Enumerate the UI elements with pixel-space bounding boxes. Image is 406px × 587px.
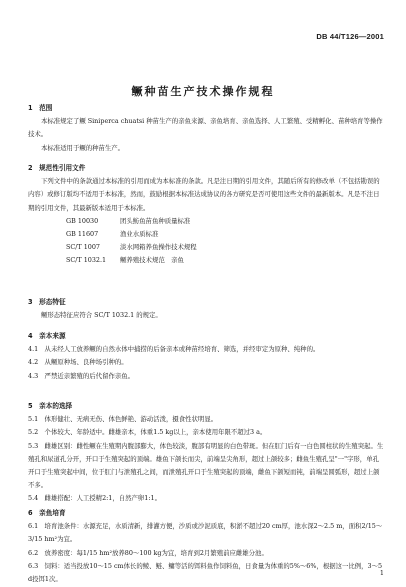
reference-code: SC/T 1032.1 — [66, 256, 107, 265]
reference-code: SC/T 1007 — [66, 243, 100, 252]
reference-name: 渔业水质标准 — [120, 230, 159, 239]
section-heading: 2 规范性引用文件 — [28, 164, 86, 172]
reference-code: GB 10030 — [66, 216, 99, 225]
section-heading: 1 范围 — [28, 104, 53, 112]
clause: 6.3 饲料：适当投放10～15 cm体长的鲮、鲢、鳙等活的饵料鱼作饲料鱼，日食量为体重的5%～6%，根据这一比例，3～5 d投饵1次。 — [28, 561, 383, 584]
reference-list — [66, 215, 384, 268]
section-heading: 5 亲本的选择 — [28, 402, 73, 410]
reference-code: GB 11607 — [66, 230, 99, 239]
reference-name: 团头鲂鱼苗鱼种质量标准 — [120, 216, 191, 225]
clause: 6.1 培育池条件：水源充足，水质清新，排灌方便，沙质或沙泥质底，积淤不超过20 cm厚，池水深2～2.5 m，面积2/15～3/15 hm²为宜。 — [28, 522, 383, 544]
clause: 5.2 个体较大、年龄适中。雌雄亲本，体重1.5 kg以上，亲本使用年限不超过3 a。 — [28, 428, 267, 437]
reference-name: 鳜养殖技术规范 亲鱼 — [120, 256, 184, 265]
paragraph: 鳜形态特征应符合 SC/T 1032.1 的规定。 — [41, 311, 162, 320]
section-broodstock-source — [28, 330, 384, 383]
clause: 5.3 雌雄区别：雌性鳜在生殖期内腹部膨大，体色较淡，腹部有明显的白色带斑。但在肛门后有一白色圆柱状的生殖突起。生殖孔和尿道孔分开，开口于生殖突起的顶端。雄鱼下颌长而尖，前端呈尖角形，超过上颌较多；雌鱼生殖孔呈"一"字形，单孔开口于生殖突起中间，位于肛门与泄殖孔之间，而泄殖孔开口于生殖突起的顶端，雌鱼下颌短而钝，前端呈圆弧形，超过上颌不多。 — [28, 441, 384, 490]
section-scope — [28, 102, 384, 155]
section-heading: 4 亲本来源 — [28, 332, 66, 340]
paragraph: 本标准规定了鳜 Siniperca chuatsi 种苗生产的亲鱼来源、亲鱼培育、亲鱼选择、人工繁殖、受精孵化、苗种培育等操作技术。 — [28, 117, 383, 139]
reference-item — [66, 241, 384, 254]
reference-name: 淡水网箱养鱼操作技术规程 — [120, 243, 197, 252]
reference-item — [66, 215, 384, 228]
section-morphology — [28, 296, 384, 322]
clause: 4.2 从鳜原种场、良种场引种的。 — [28, 358, 128, 367]
section-broodstock-selection — [28, 400, 384, 506]
clause: 4.3 严禁近亲繁殖的后代留作亲鱼。 — [28, 371, 135, 380]
standard-code: DB 44/T126—2001 — [316, 32, 384, 41]
page-title: 鳜种苗生产技术操作规程 — [131, 85, 275, 98]
reference-item — [66, 228, 384, 241]
paragraph: 下列文件中的条款通过本标准的引用而成为本标准的条款。凡是注日期的引用文件，其随后所有的修改单（不包括勘误的内容）或修订版均不适用于本标准，然而，鼓励根据本标准达成协议的各方研究是否可使用这些文件的最新版本。凡是不注日期的引用文件，其最新版本适用于本标准。 — [28, 177, 380, 212]
section-references — [28, 162, 384, 268]
clause: 4.1 从未经人工放养鳜的自然水体中捕捞的后备亲本或种苗经培育、筛选，并经审定为原种、纯种的。 — [28, 345, 320, 354]
clause: 5.4 雌雄搭配：人工授精2:1，自然产卵1:1。 — [28, 494, 161, 503]
clause: 5.1 体形健壮、无病无伤、体色鲜艳、游动活泼，摄食性状明显。 — [28, 415, 218, 424]
reference-item — [66, 254, 384, 267]
page-number: 1 — [379, 569, 384, 577]
paragraph: 本标准适用于鳜的种苗生产。 — [41, 143, 125, 152]
clause: 6.2 放养密度：每1/15 hm²放养80～100 kg为宜，培育到2月繁殖前应雌雄分池。 — [28, 548, 268, 557]
section-heading: 6 亲鱼培育 — [28, 509, 66, 517]
section-broodstock-rearing — [28, 507, 384, 586]
section-heading: 3 形态特征 — [28, 298, 66, 306]
